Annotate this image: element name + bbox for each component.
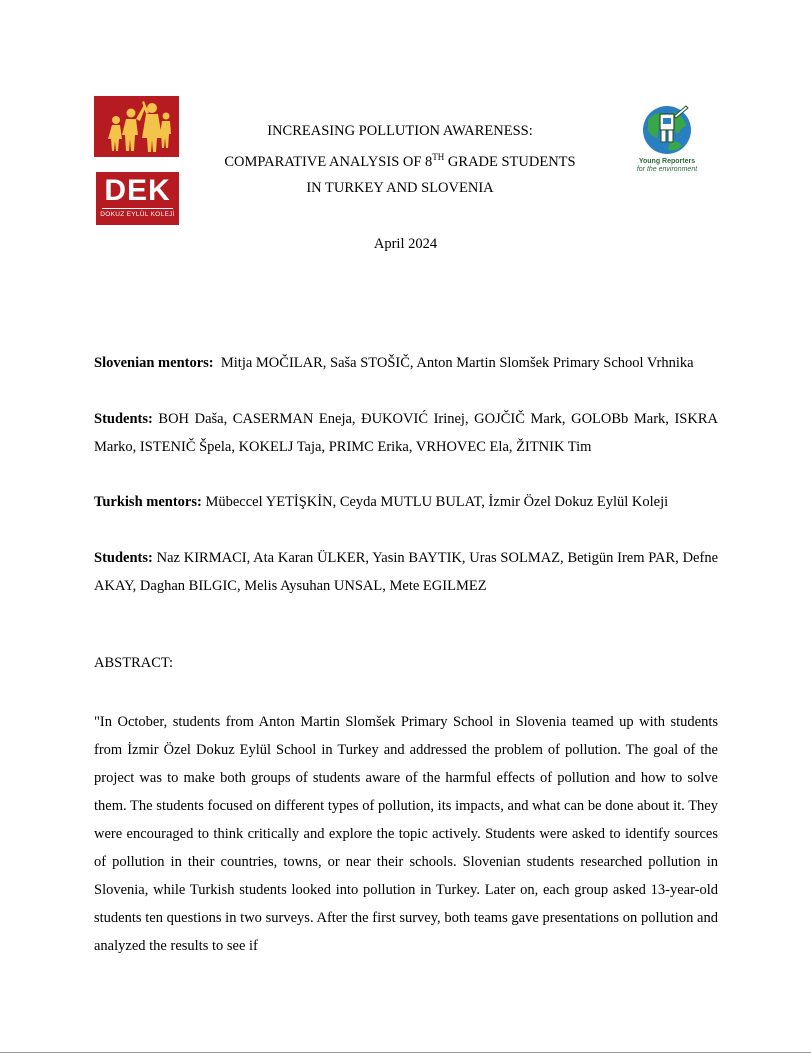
title-line-2-sup: TH (432, 152, 445, 163)
slovenian-mentors (94, 349, 718, 377)
title-line-2-post: GRADE STUDENTS (444, 154, 576, 170)
abstract-heading: ABSTRACT: (94, 655, 174, 671)
dek-logo-subtitle: DOKUZ EYLÜL KOLEJİ (100, 211, 175, 218)
turkish-mentors-label: Turkish mentors: (94, 494, 202, 510)
title-line-1: INCREASING POLLUTION AWARENESS: (267, 123, 533, 139)
young-reporters-subtitle: for the environment (636, 166, 698, 173)
turkish-students (94, 544, 718, 600)
title-line-2-pre: COMPARATIVE ANALYSIS OF 8 (224, 154, 433, 170)
page-bottom-border (0, 1052, 811, 1053)
turkish-mentors (94, 488, 718, 516)
young-reporters-title: Young Reporters (638, 158, 696, 165)
turkish-students-label: Students: (94, 550, 153, 566)
slovenian-mentors-text: Mitja MOČILAR, Saša STOŠIČ, Anton Martin Slomšek Primary School Vrhnika (213, 355, 694, 371)
slovenian-students-label: Students: (94, 411, 153, 427)
dek-logo-divider (102, 208, 173, 209)
turkish-students-text: Naz KIRMACI, Ata Karan ÜLKER, Yasin BAYTIK, Uras SOLMAZ, Betigün Irem PAR, Defne AKAY, Daghan BILGIC, Melis Aysuhan UNSAL, Mete EGILMEZ (94, 550, 718, 594)
slovenian-mentors-label: Slovenian mentors: (94, 355, 214, 371)
slovenian-students (94, 405, 718, 461)
title-line-3: IN TURKEY AND SLOVENIA (306, 180, 494, 196)
turkish-mentors-text: Mübeccel YETİŞKİN, Ceyda MUTLU BULAT, İzmir Özel Dokuz Eylül Koleji (201, 494, 669, 510)
document-date: April 2024 (373, 236, 438, 252)
slovenian-students-text: BOH Daša, CASERMAN Eneja, ĐUKOVIĆ Irinej, GOJČIČ Mark, GOLOBb Mark, ISKRA Marko, ISTENIČ Špela, KOKELJ Taja, PRIMC Erika, VRHOVEC Ela, ŽITNIK Tim (94, 411, 718, 455)
abstract-text: "In October, students from Anton Martin Slomšek Primary School in Slovenia teamed up with students from İzmir Özel Dokuz Eylül School in Turkey and addressed the problem of pollution. The goal of the project was to make both groups of students aware of the harmful effects of pollution and how to solve them. The students focused on different types of pollution, its impacts, and what can be done about it. They were encouraged to think critically and explore the topic actively. Students were asked to identify sources of pollution in their countries, towns, or near their schools. Slovenian students researched pollution in Slovenia, while Turkish students looked into pollution in Turkey. Later on, each group asked 13-year-old students ten questions in two surveys. After the first survey, both teams gave presentations on pollution and analyzed the results to see if (94, 714, 718, 954)
dek-logo-letters: DEK (104, 174, 171, 207)
